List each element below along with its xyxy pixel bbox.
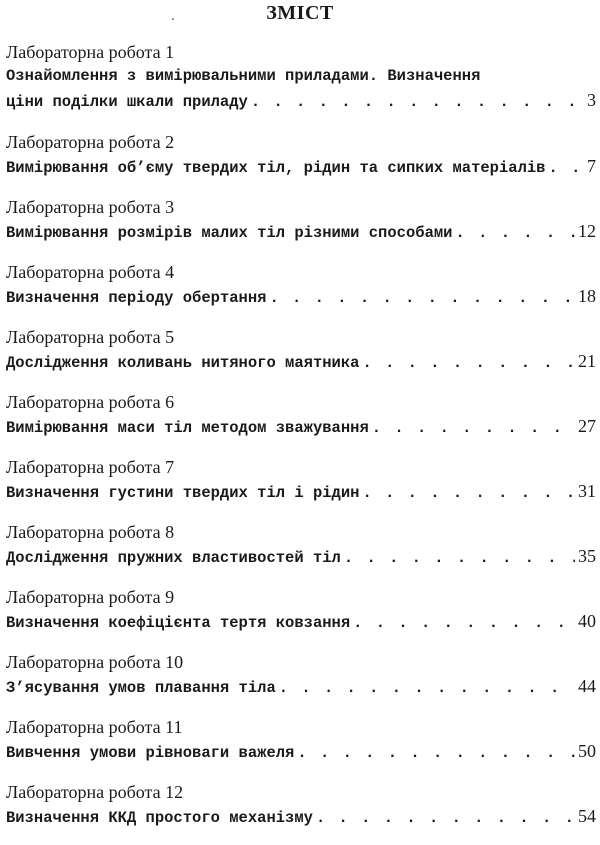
entry-title: Дослідження пружних властивостей тіл — [6, 549, 341, 567]
entry-title: Визначення періоду обертання — [6, 289, 267, 307]
entry-title-line — [6, 609, 596, 633]
entry-title-line — [6, 414, 596, 438]
entry-label: Лабораторна робота 3 — [6, 197, 175, 217]
toc-entry-1[interactable] — [6, 40, 596, 130]
entry-title: Вивчення умови рівноваги важеля — [6, 744, 295, 762]
toc-entry-8[interactable] — [6, 520, 596, 585]
entry-title: Визначення коефіцієнта тертя ковзання — [6, 614, 351, 632]
entry-title-line — [6, 349, 596, 373]
entry-title: Вимірювання розмірів малих тіл різними способами — [6, 224, 453, 242]
toc-list — [6, 40, 596, 845]
toc-entry-2[interactable] — [6, 130, 596, 195]
entry-page-number: 50 — [578, 741, 596, 761]
entry-title: Визначення густини твердих тіл і рідин — [6, 484, 360, 502]
entry-label: Лабораторна робота 1 — [6, 42, 175, 62]
entry-page-number: 7 — [587, 156, 596, 176]
dot-leader — [279, 676, 575, 700]
dot-leader — [362, 481, 575, 505]
toc-entry-3[interactable] — [6, 195, 596, 260]
dot-leader — [316, 806, 575, 830]
entry-label: Лабораторна робота 2 — [6, 132, 175, 152]
page-title: ЗМІСТ — [266, 2, 334, 24]
entry-page-number: 27 — [578, 416, 596, 436]
entry-title-line — [6, 64, 596, 88]
toc-entry-10[interactable] — [6, 650, 596, 715]
entry-title-continued: ціни поділки шкали приладу — [6, 93, 248, 111]
toc-entry-11[interactable] — [6, 715, 596, 780]
dot-leader — [269, 286, 575, 310]
entry-title-line — [6, 284, 596, 308]
entry-page-number: 40 — [578, 611, 596, 631]
dot-leader — [372, 416, 575, 440]
toc-entry-9[interactable] — [6, 585, 596, 650]
entry-label: Лабораторна робота 8 — [6, 522, 175, 542]
entry-page-number: 21 — [578, 351, 596, 371]
entry-title-line — [6, 154, 596, 178]
entry-page-number: 35 — [578, 546, 596, 566]
entry-label: Лабораторна робота 7 — [6, 457, 175, 477]
entry-page-number: 18 — [578, 286, 596, 306]
entry-label: Лабораторна робота 5 — [6, 327, 175, 347]
entry-title: З’ясування умов плавання тіла — [6, 679, 276, 697]
dot-leader — [251, 90, 584, 114]
dot-leader — [353, 611, 575, 635]
toc-entry-12[interactable] — [6, 780, 596, 845]
entry-title-line — [6, 219, 596, 243]
toc-entry-4[interactable] — [6, 260, 596, 325]
entry-title-line — [6, 479, 596, 503]
entry-page-number: 3 — [587, 90, 596, 110]
entry-page-number: 44 — [578, 676, 596, 696]
dot-leader — [297, 741, 575, 765]
entry-title-line — [6, 674, 596, 698]
dot-leader — [344, 546, 575, 570]
toc-entry-5[interactable] — [6, 325, 596, 390]
toc-entry-6[interactable] — [6, 390, 596, 455]
entry-title: Вимірювання об’єму твердих тіл, рідин та сипких матеріалів — [6, 159, 546, 177]
entry-title: Ознайомлення з вимірювальними приладами. Визначення — [6, 67, 481, 85]
toc-entry-7[interactable] — [6, 455, 596, 520]
entry-label: Лабораторна робота 9 — [6, 587, 175, 607]
entry-label: Лабораторна робота 4 — [6, 262, 175, 282]
entry-title-line — [6, 544, 596, 568]
dot-leader — [455, 221, 575, 245]
entry-title: Дослідження коливань нитяного маятника — [6, 354, 360, 372]
entry-title-line — [6, 739, 596, 763]
entry-page-number: 54 — [578, 806, 596, 826]
entry-page-number: 12 — [578, 221, 596, 241]
dot-leader — [362, 351, 575, 375]
dot-leader — [549, 156, 585, 180]
entry-page-number: 31 — [578, 481, 596, 501]
entry-label: Лабораторна робота 10 — [6, 652, 184, 672]
entry-title-line — [6, 88, 596, 112]
entry-title: Вимірювання маси тіл методом зважування — [6, 419, 369, 437]
entry-title-line — [6, 804, 596, 828]
entry-label: Лабораторна робота 12 — [6, 782, 184, 802]
entry-label: Лабораторна робота 11 — [6, 717, 183, 737]
entry-title: Визначення ККД простого механізму — [6, 809, 313, 827]
entry-label: Лабораторна робота 6 — [6, 392, 175, 412]
